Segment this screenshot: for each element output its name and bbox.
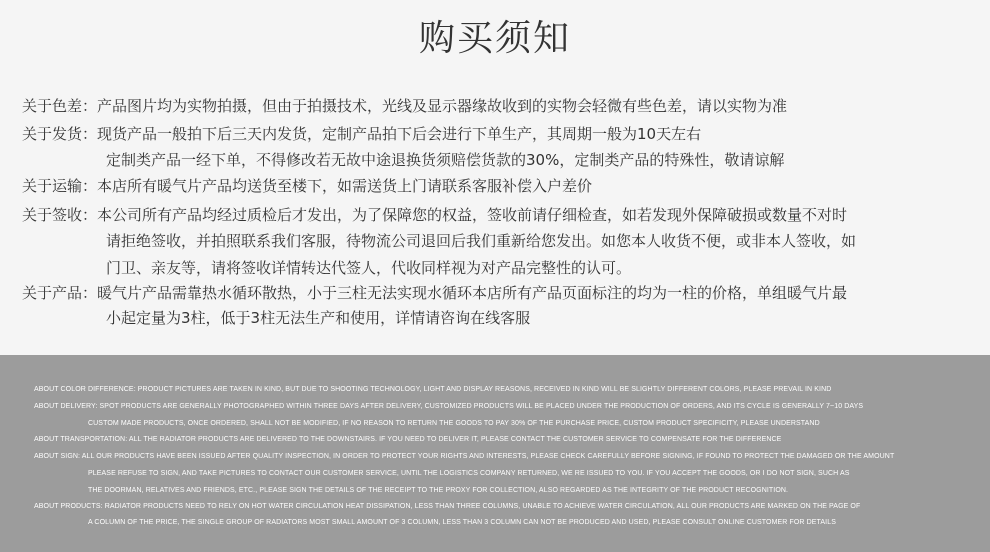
zh-sign-cont-1: 请拒绝签收，并拍照联系我们客服，待物流公司退回后我们重新给您发出。如您本人收货不便，或非本人签收，如: [106, 232, 857, 250]
en-product-cont: A COLUMN OF THE PRICE, THE SINGLE GROUP OF RADIATORS MOST SMALL AMOUNT OF 3 COLUMN, LESS THAN 3 COLUMN CAN NOT BE PRODUCED AND USED, PLEASE CONSULT ONLINE CUSTOMER FOR DETAILS: [88, 519, 836, 526]
zh-sign: 关于签收：本公司所有产品均经过质检后才发出，为了保障您的权益，签收前请仔细检查，如若发现外保障破损或数量不对时: [22, 206, 848, 224]
zh-product-cont: 小起定量为3柱，低于3柱无法生产和使用，详情请咨询在线客服: [106, 309, 531, 327]
en-sign: ABOUT SIGN: ALL OUR PRODUCTS HAVE BEEN ISSUED AFTER QUALITY INSPECTION, IN ORDER TO PROTECT YOUR RIGHTS AND INTERESTS, PLEASE CHECK CAREFULLY BEFORE SIGNING, IF FOUND TO PROTECT THE DAMAGED OR THE AMOUNT: [34, 453, 895, 460]
en-delivery: ABOUT DELIVERY: SPOT PRODUCTS ARE GENERALLY PHOTOGRAPHED WITHIN THREE DAYS AFTER DELIVERY, CUSTOMIZED PRODUCTS WILL BE PLACED UNDER THE PRODUCTION OF ORDERS, AND ITS CYCLE IS GENERALLY 7~10 DAYS: [34, 403, 864, 410]
zh-sign-cont-2: 门卫、亲友等，请将签收详情转达代签人，代收同样视为对产品完整性的认可。: [106, 259, 632, 277]
zh-delivery: 关于发货：现货产品一般拍下后三天内发货，定制产品拍下后会进行下单生产，其周期一般为10天左右: [22, 125, 702, 143]
en-transport: ABOUT TRANSPORTATION: ALL THE RADIATOR PRODUCTS ARE DELIVERED TO THE DOWNSTAIRS. IF YOU NEED TO DELIVER IT, PLEASE CONTACT THE CUSTOMER SERVICE TO COMPENSATE FOR THE DIFFERENCE: [34, 436, 782, 443]
zh-delivery-cont: 定制类产品一经下单，不得修改若无故中途退换货须赔偿货款的30%，定制类产品的特殊性，敬请谅解: [106, 151, 785, 169]
en-sign-cont-2: THE DOORMAN, RELATIVES AND FRIENDS, ETC., PLEASE SIGN THE DETAILS OF THE RECEIPT TO THE PROXY FOR COLLECTION, ALSO REGARDED AS THE INTEGRITY OF THE PRODUCT RECOGNITION.: [88, 487, 789, 494]
en-sign-cont-1: PLEASE REFUSE TO SIGN, AND TAKE PICTURES TO CONTACT OUR CUSTOMER SERVICE, UNTIL THE LOGISTICS COMPANY RETURNED, WE RE ISSUED TO YOU. IF YOU ACCEPT THE GOODS, OR I DO NOT SIGN, SUCH AS: [88, 470, 850, 477]
zh-color-difference: 关于色差：产品图片均为实物拍摄，但由于拍摄技术，光线及显示器缘故收到的实物会轻微有些色差，请以实物为准: [22, 97, 788, 115]
zh-transport: 关于运输：本店所有暖气片产品均送货至楼下，如需送货上门请联系客服补偿入户差价: [22, 177, 593, 195]
en-product: ABOUT PRODUCTS: RADIATOR PRODUCTS NEED TO RELY ON HOT WATER CIRCULATION HEAT DISSIPATION, LESS THAN THREE COLUMNS, UNABLE TO ACHIEVE WATER CIRCULATION, ALL OUR PRODUCTS ARE MARKED ON THE PAGE OF: [34, 503, 861, 510]
english-notice-section: [0, 355, 990, 552]
page-title: 购买须知: [418, 18, 571, 59]
en-delivery-cont: CUSTOM MADE PRODUCTS, ONCE ORDERED, SHALL NOT BE MODIFIED, IF NO REASON TO RETURN THE GOODS TO PAY 30% OF THE PURCHASE PRICE, CUSTOM PRODUCT SPECIFICITY, PLEASE UNDERSTAND: [88, 420, 820, 427]
zh-product: 关于产品：暖气片产品需靠热水循环散热，小于三柱无法实现水循环本店所有产品页面标注的均为一柱的价格，单组暖气片最: [22, 284, 848, 302]
en-color-difference: ABOUT COLOR DIFFERENCE: PRODUCT PICTURES ARE TAKEN IN KIND, BUT DUE TO SHOOTING TECHNOLOGY, LIGHT AND DISPLAY REASONS, RECEIVED IN KIND WILL BE SLIGHTLY DIFFERENT COLORS, PLEASE PREVAIL IN KIND: [34, 386, 832, 393]
